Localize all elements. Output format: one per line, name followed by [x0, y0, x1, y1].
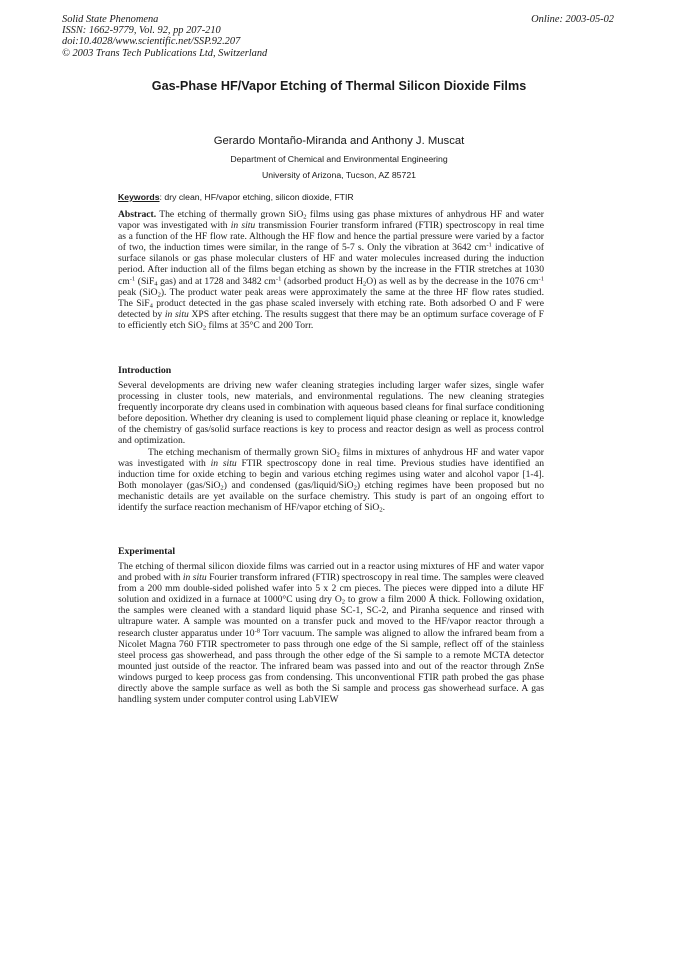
journal-info: [62, 14, 267, 59]
abstract-label: Abstract.: [118, 209, 157, 220]
affiliation-university: University of Arizona, Tucson, AZ 85721: [261, 170, 417, 180]
experimental-body: The etching of thermal silicon dioxide films was carried out in a reactor using mixtures of HF and water vapor and probed with in situ Fourier transform infrared (FTIR) spectroscopy in real time. The samples were cleaved from a 200 mm double-sided polished wafer into 5 x 2 cm pieces. The pieces were dipped into a dilute HF solution and oxidized in a furnace at 1000°C using dry $O_2$ to grow a film 2000 Å thick. Following oxidation, the samples were cleaned with a standard liquid phase SC-1, SC-2, and Piranha sequence and rinsed with ultrapure water. A sample was mounted on a transfer puck and moved to the HF/vapor reactor through a research cluster apparatus under $10^{-8}$ Torr vacuum. The sample was aligned to allow the infrared beam from a Nicolet Magna 760 FTIR spectrometer to pass through one edge of the Si sample, reflect off of the stainless steel process gas showerhead, and pass through the other edge of the Si sample to a remote MCTA detector mounted just outside of the reactor. The infrared beam was passed into and out of the reactor through ZnSe windows purged to keep process gas from condensing. This unconventional FTIR path probed the gas phase directly above the sample surface as well as both the Si sample and process gas showerhead surface. A gas handling system under computer control using LabVIEW: [118, 561, 544, 706]
introduction-heading: Introduction: [118, 365, 172, 376]
online-date: Online: 2003-05-02: [531, 14, 614, 25]
introduction-paragraph-1: Several developments are driving new wafer cleaning strategies including larger wafer sizes, single wafer processing in cluster tools, new materials, and environmental regulations. The new cleaning strategies frequently incorporate dry cleans used in combination with aqueous based cleans for final surface conditioning before deposition. Whether dry cleaning is used to complement liquid phase cleaning or replace it, knowledge of the chemistry of gas/solid surface reactions is key to process and reactor design as well as process control and optimization.: [118, 380, 544, 447]
keywords: [118, 192, 354, 202]
journal-doi: doi:10.4028/www.scientific.net/SSP.92.207: [62, 36, 241, 48]
keywords-label: Keywords: [118, 192, 160, 202]
keywords-text: : dry clean, HF/vapor etching, silicon dioxide, FTIR: [159, 192, 354, 202]
introduction-paragraph-2: The etching mechanism of thermally grown SiO$_2$ films in mixtures of anhydrous HF and water vapor was investigated with in situ FTIR spectroscopy done in real time. Previous studies have identified an induction time for oxide etching to begin and various etching regimes using water and alcohol vapor [1-4]. Both monolayer (gas/SiO$_2$) and condensed (gas/liquid/SiO$_2$) etching regimes have been proposed but no mechanistic details are yet available on the surface chemistry. This study is part of an ongoing effort to identify the surface reaction mechanism of HF/vapor etching of SiO$_2$.: [118, 446, 544, 514]
paper-authors: Gerardo Montaño-Miranda and Anthony J. Muscat: [213, 135, 465, 147]
experimental-heading: Experimental: [118, 546, 176, 557]
journal-name: Solid State Phenomena: [62, 14, 159, 25]
journal-issn: ISSN: 1662-9779, Vol. 92, pp 207-210: [62, 25, 221, 37]
abstract: Abstract. The etching of thermally grown SiO$_2$ films using gas phase mixtures of anhydrous HF and water vapor was investigated with in situ transmission Fourier transform infrared (FTIR) spectroscopy in real time as a function of the HF flow rate. Although the HF flow and hence the partial pressure were varied by a factor of two, the induction times were similar, in the range of 5-7 s. Only the vibration at 3642 $cm^{-1}$ indicative of surface silanols or gas phase molecular clusters of HF and water molecules increased during the induction period. After induction all of the films began etching as shown by the increase in the FTIR stretches at 1030 $cm^{-1}$ (SiF$_4$ gas) and at 1728 and 3482 $cm^{-1}$ (adsorbed product $H_2O$) as well as by the decrease in the 1076 $cm^{-1}$ peak (SiO$_2$). The product water peak areas were approximately the same at the three HF flow rates studied. The SiF$_4$ product detected in the gas phase scaled inversely with etching rate. Both adsorbed O and F were detected by in situ XPS after etching. The results suggest that there may be an optimum surface coverage of F to efficiently etch SiO$_2$ films at 35°C and 200 Torr.: [118, 209, 544, 332]
affiliation-department: Department of Chemical and Environmental Engineering: [230, 154, 448, 164]
paper-title: Gas-Phase HF/Vapor Etching of Thermal Silicon Dioxide Films: [151, 79, 527, 93]
introduction-body: [118, 380, 544, 513]
journal-copyright: © 2003 Trans Tech Publications Ltd, Switzerland: [62, 47, 268, 59]
